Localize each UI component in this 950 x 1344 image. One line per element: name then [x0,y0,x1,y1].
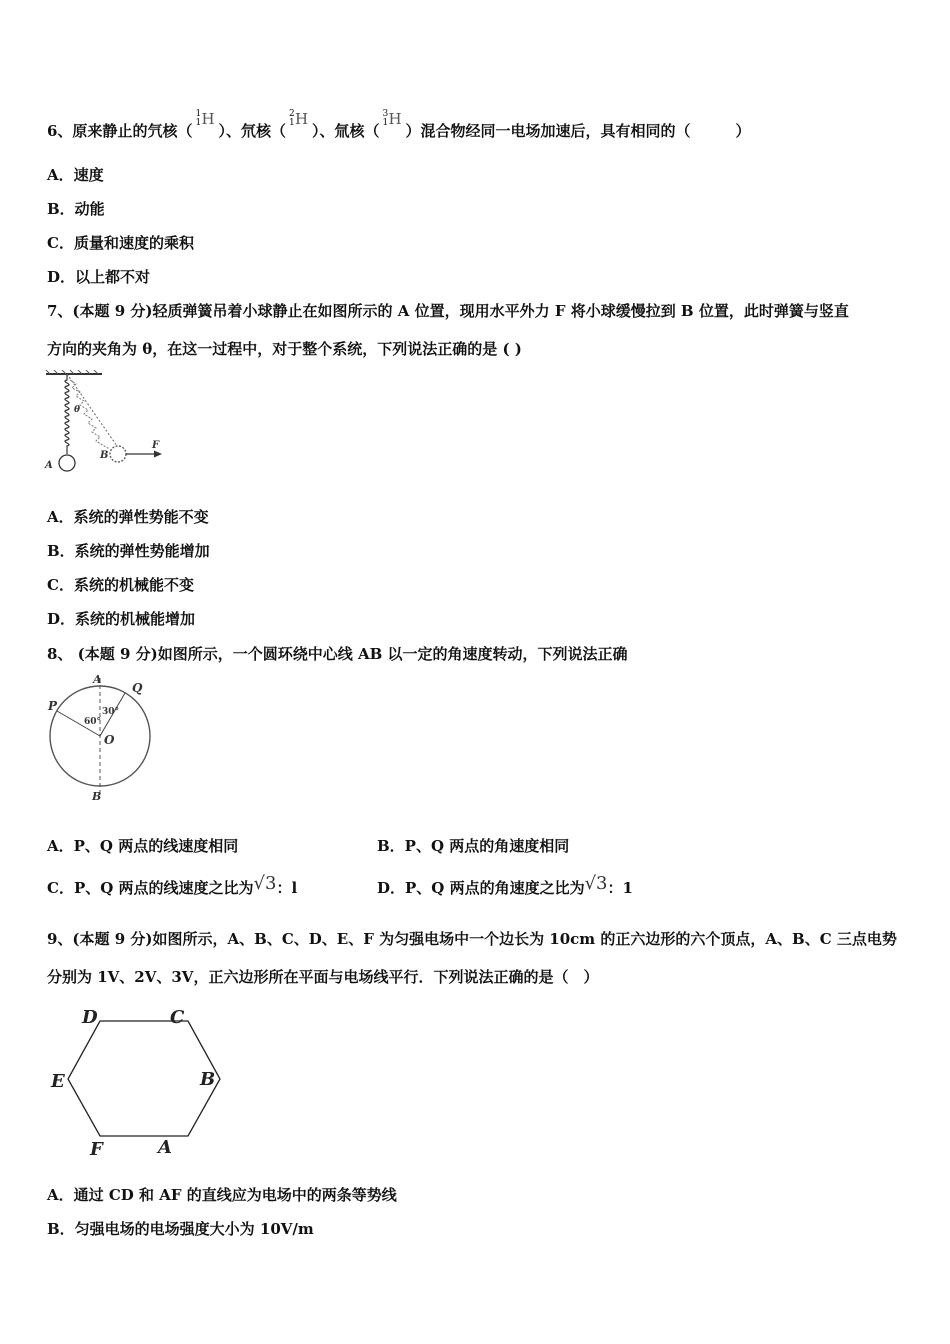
q6-tritium-symbol: 3 1 H [382,109,402,128]
q7-stem-line1: 7、(本题 9 分)轻质弹簧吊着小球静止在如图所示的 A 位置，现用水平外力 F 将小球缓慢拉到 B 位置，此时弹簧与竖直 [47,302,849,320]
q6-option-c[interactable]: C．质量和速度的乘积 [47,234,194,252]
q9-label-b: B [200,1069,216,1090]
q6-stem-a: 6、原来静止的氕核（ [47,122,193,140]
q8-option-d-sqrt: √3 [584,873,608,894]
q8-option-a[interactable]: A．P、Q 两点的线速度相同 [47,837,239,855]
q7-label-theta: θ [74,405,81,415]
q9-stem-line2: 分别为 1V、2V、3V，正六边形所在平面与电场线平行．下列说法正确的是（ ） [47,968,599,986]
q6-stem-b: ）、氘核（ [218,122,286,140]
q9-hexagon-figure [48,1002,228,1162]
q7-spring-figure [40,370,170,480]
q8-option-c-sqrt: √3 [253,873,277,894]
q8-option-b[interactable]: B．P、Q 两点的角速度相同 [377,837,570,855]
q7-option-a[interactable]: A．系统的弹性势能不变 [47,508,209,526]
q9-label-a: A [158,1137,172,1158]
q9-option-a[interactable]: A．通过 CD 和 AF 的直线应为电场中的两条等势线 [47,1186,397,1204]
q6-stem-c: ）、氚核（ [311,122,380,140]
q6-option-d[interactable]: D．以上都不对 [47,268,151,286]
q7-label-a: A [45,460,53,471]
q8-label-o: O [104,733,115,747]
q9-hexagon [68,1021,220,1136]
q7-option-b[interactable]: B．系统的弹性势能增加 [47,542,210,560]
q7-spring-a [65,374,69,454]
q8-label-b: B [92,790,102,803]
q7-label-f: F [152,440,160,451]
q9-option-b[interactable]: B．匀强电场的电场强度大小为 10V/m [47,1220,314,1238]
q7-option-d[interactable]: D．系统的机械能增加 [47,610,196,628]
q9-label-e: E [51,1071,65,1092]
q8-stem: 8、 (本题 9 分)如图所示，一个圆环绕中心线 AB 以一定的角速度转动，下列说法正确 [47,645,628,663]
q9-label-c: C [170,1007,185,1028]
q8-label-a: A [93,673,102,686]
q8-option-c[interactable]: C．P、Q 两点的线速度之比为√3：l [47,873,298,897]
q7-ball-a [59,455,75,471]
q6-deuterium-symbol: 2 1 H [288,109,309,128]
q8-label-p: P [48,699,58,713]
q8-option-d[interactable]: D．P、Q 两点的角速度之比为√3：1 [377,873,633,897]
q9-label-d: D [82,1007,98,1028]
q7-stem-line2: 方向的夹角为 θ，在这一过程中，对于整个系统，下列说法正确的是 ( ) [47,340,522,358]
q7-option-c[interactable]: C．系统的机械能不变 [47,576,194,594]
q6-option-b[interactable]: B．动能 [47,200,105,218]
q8-label-angle-q: 30° [102,707,120,717]
q8-ring-figure [44,672,164,804]
q8-label-angle-p: 60° [84,717,102,727]
q6-protium-symbol: 1 1 H [195,109,215,128]
q9-stem-line1: 9、(本题 9 分)如图所示，A、B、C、D、E、F 为匀强电场中一个边长为 10cm 的正六边形的六个顶点，A、B、C 三点电势 [47,930,897,948]
q8-label-q: Q [132,681,143,695]
q6-stem-d: ）混合物经同一电场加速后，具有相同的（ ） [405,122,751,140]
q9-label-f: F [90,1139,103,1160]
q6-stem [47,109,751,141]
q7-ball-b [110,446,126,462]
q6-option-a[interactable]: A．速度 [47,166,104,184]
q7-label-b: B [100,450,109,461]
